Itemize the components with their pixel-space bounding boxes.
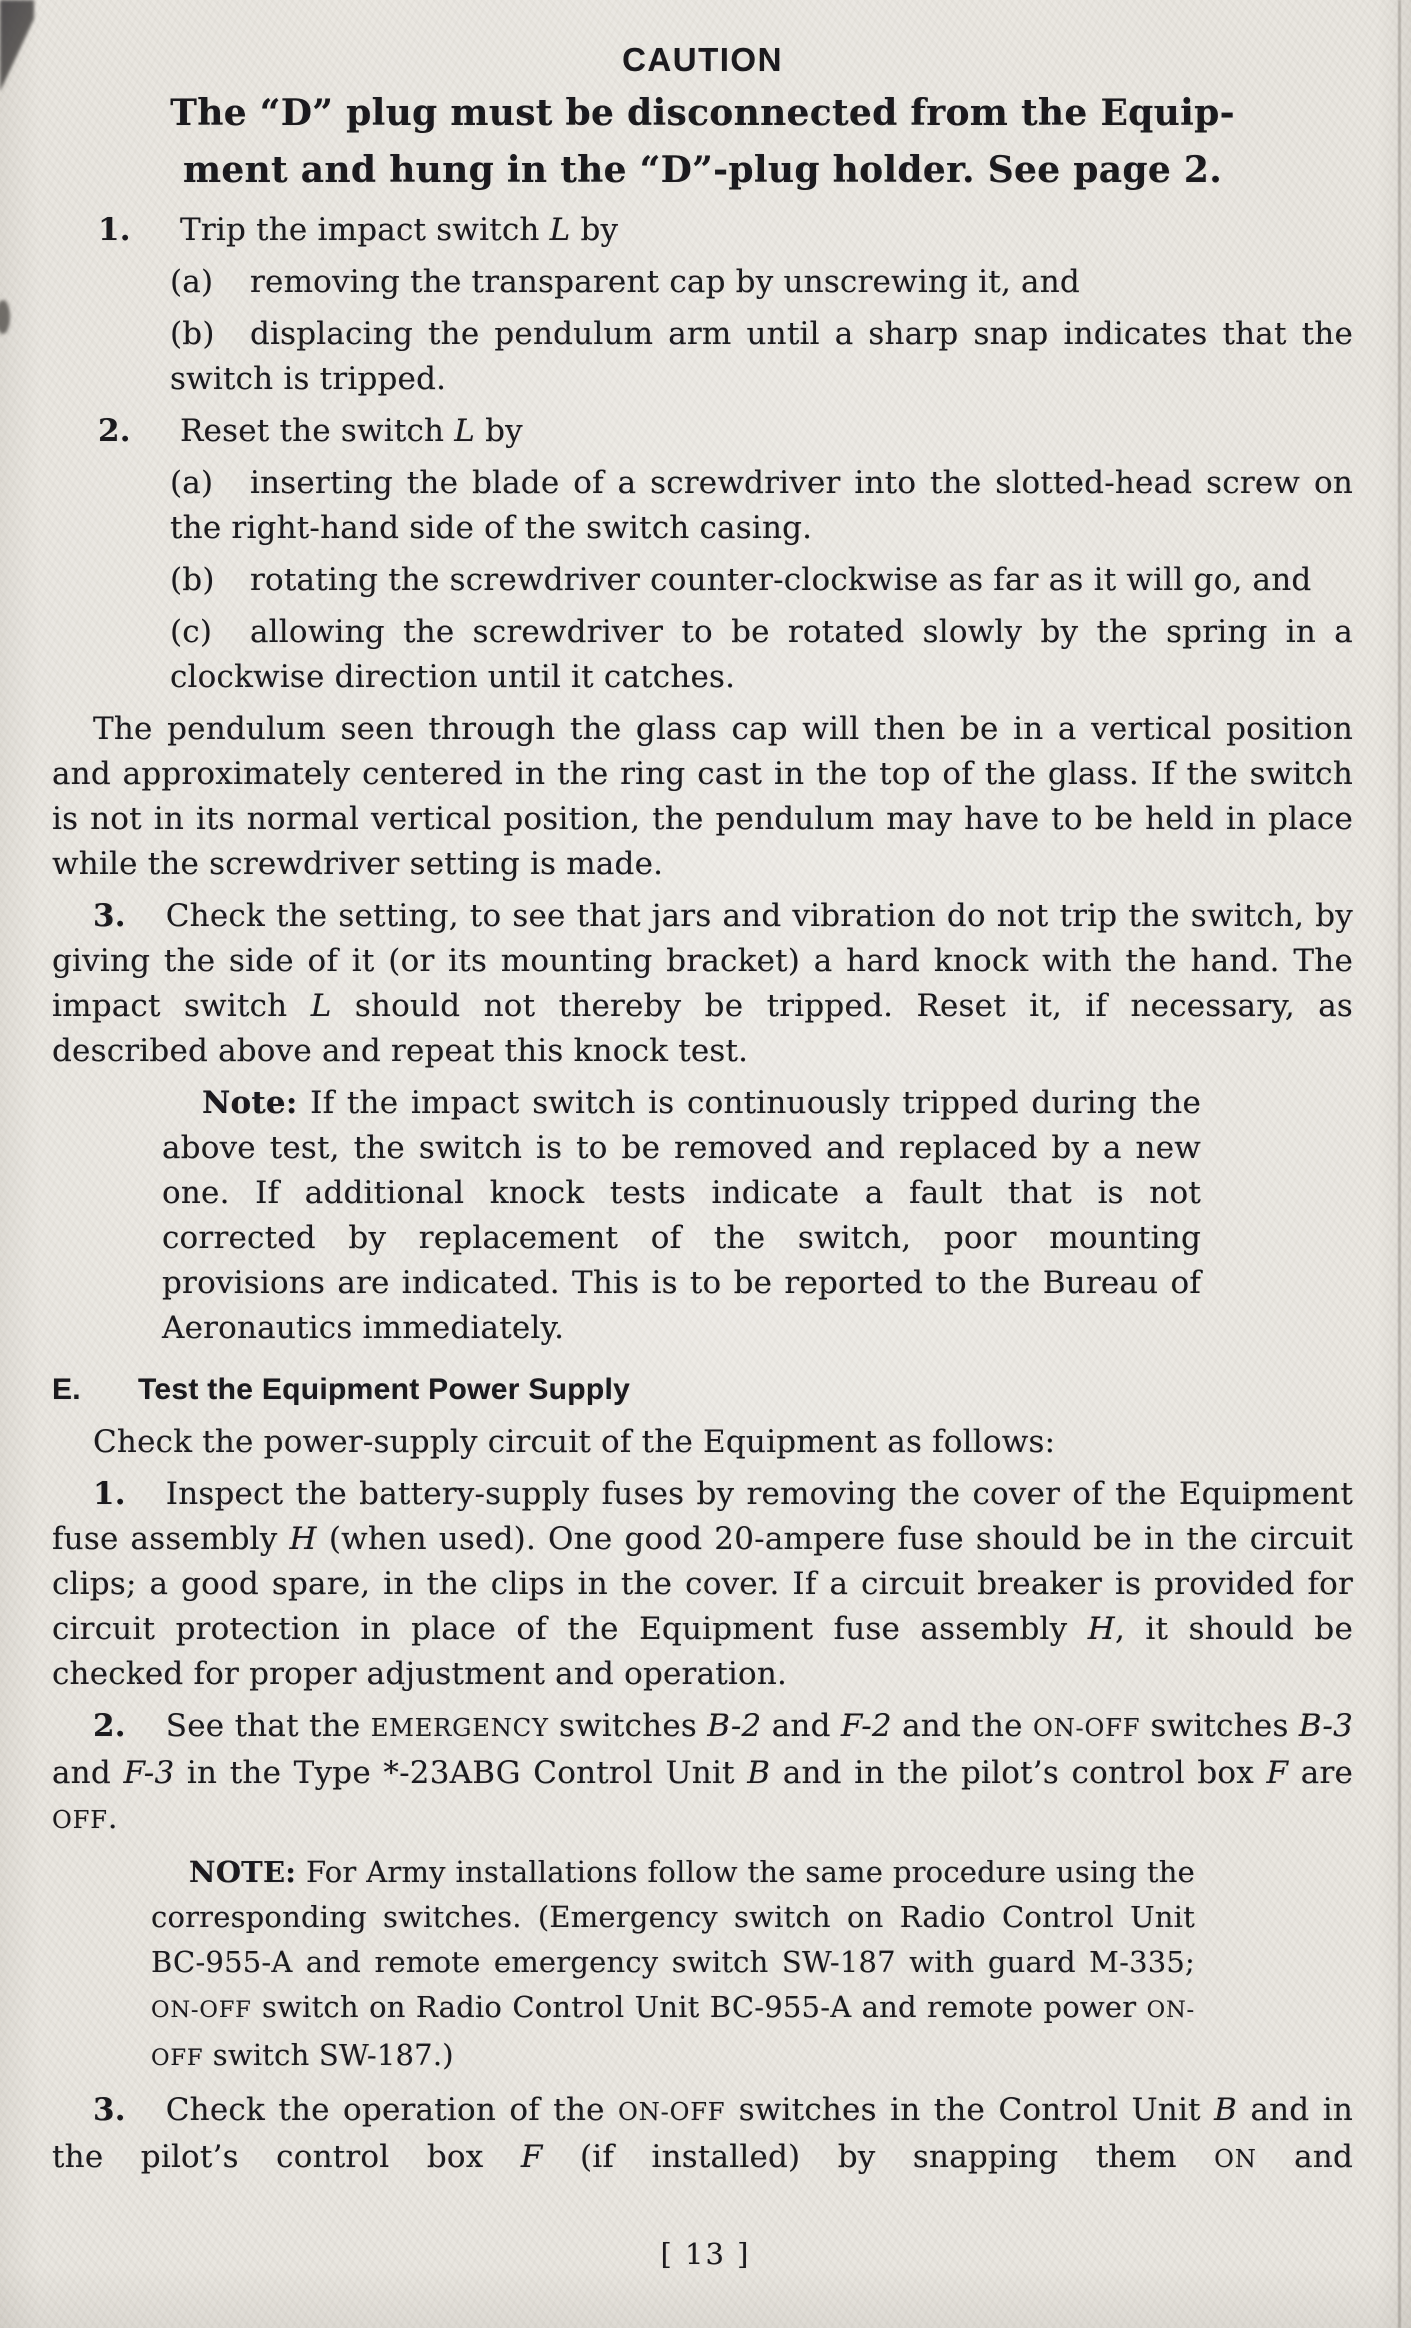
small-caps-term: ON-OFF bbox=[1032, 1714, 1141, 1742]
text-run: Check the power-supply circuit of the Equipment as follows: bbox=[93, 1424, 1056, 1460]
small-caps-term: EMERGENCY bbox=[370, 1714, 549, 1742]
caution-paragraph bbox=[122, 85, 1283, 199]
list-item-2 bbox=[98, 409, 1353, 454]
equipment-letter: B bbox=[747, 1755, 771, 1791]
item-number: 1. bbox=[93, 1476, 126, 1512]
item-number: (b) bbox=[170, 562, 215, 598]
item-number: (a) bbox=[170, 264, 214, 300]
text-run: Check the operation of the bbox=[165, 2092, 619, 2128]
text-run: For Army installations follow the same procedure using the corresponding switches. (Emergency switch on Radio Control Unit BC-955-A and remote emergency switch SW-187 with guard M-335; bbox=[151, 1855, 1195, 1979]
text-run: and bbox=[761, 1708, 841, 1744]
text-run: in the Type *-23ABG Control Unit bbox=[174, 1755, 748, 1791]
text-run: by bbox=[570, 212, 619, 248]
text-run: displacing the pendulum arm until a sharp snap indicates that the switch is tripped. bbox=[170, 316, 1353, 397]
text-run: switches bbox=[548, 1708, 708, 1744]
equipment-letter: F bbox=[520, 2139, 543, 2175]
power-list-item-3 bbox=[52, 2088, 1353, 2182]
text-run: and in the pilot’s control box bbox=[52, 2092, 1353, 2175]
small-caps-term: ON-OFF bbox=[618, 2098, 726, 2126]
text-run: inserting the blade of a screwdriver into the slotted-head screw on the right-hand side of the switch casing. bbox=[170, 465, 1353, 546]
equipment-letter: L bbox=[454, 413, 476, 449]
text-run: If the impact switch is continuously tripped during the above test, the switch is to be removed and replaced by a new one. If additional knock tests indicate a fault that is not corrected by replacement of the switch, poor mounting provisions are indicated. This is to be reported to the Bureau of Aeronautics immediately. bbox=[162, 1085, 1201, 1346]
text-run: , it should be checked for proper adjustment and operation. bbox=[52, 1611, 1354, 1692]
text-run: are bbox=[1288, 1755, 1354, 1791]
equipment-letter: B bbox=[1214, 2092, 1238, 2128]
text-run: allowing the screwdriver to be rotated slowly by the spring in a clockwise direction until it catches. bbox=[170, 614, 1353, 695]
text-run: Test the Equipment Power Supply bbox=[138, 1373, 631, 1406]
text-run: The “D” plug must be disconnected from the Equip- bbox=[170, 92, 1235, 134]
text-run: See that the bbox=[165, 1708, 371, 1744]
equipment-letter: L bbox=[310, 988, 332, 1024]
text-run: and bbox=[1256, 2139, 1353, 2175]
list-item-1 bbox=[98, 208, 1353, 253]
item-number: 3. bbox=[93, 2092, 126, 2128]
power-list-item-2 bbox=[52, 1704, 1353, 1843]
text-run: by bbox=[475, 413, 523, 449]
text-run: . bbox=[107, 1800, 118, 1836]
page-number: [ 13 ] bbox=[660, 2237, 751, 2271]
text-run: and the bbox=[891, 1708, 1033, 1744]
text-run: should not thereby be tripped. Reset it, if necessary, as described above and repeat this knock test. bbox=[52, 988, 1354, 1069]
item-number: 2. bbox=[93, 1708, 126, 1744]
text-run: switch SW-187.) bbox=[203, 2038, 454, 2072]
text-run: Check the setting, to see that jars and vibration do not trip the switch, by giving the side of it (or its mounting bracket) a hard knock with the hand. The impact switch bbox=[52, 898, 1353, 1024]
text-run: and bbox=[52, 1755, 124, 1791]
item-number: 3. bbox=[93, 898, 126, 934]
sub-item-1b bbox=[170, 312, 1353, 402]
caution-heading bbox=[52, 38, 1353, 82]
equipment-letter: L bbox=[549, 212, 571, 248]
section-heading-e bbox=[52, 1367, 1353, 1412]
item-number: 2. bbox=[98, 413, 131, 449]
text-run: ment and hung in the “D”-plug holder. See page 2. bbox=[182, 149, 1223, 191]
sub-item-2a bbox=[170, 461, 1353, 551]
equipment-letter: H bbox=[1087, 1611, 1115, 1647]
small-caps-term: ON-OFF bbox=[151, 1997, 252, 2023]
text-run: rotating the screwdriver counter-clockwise as far as it will go, and bbox=[250, 562, 1312, 598]
army-note-paragraph bbox=[151, 1850, 1195, 2081]
text-run: and in the pilot’s control box bbox=[770, 1755, 1267, 1791]
scan-corner-mark bbox=[0, 0, 34, 92]
note-label: NOTE: bbox=[189, 1855, 297, 1889]
item-number: (a) bbox=[170, 465, 214, 501]
item-number: (b) bbox=[170, 316, 215, 352]
equipment-letter: H bbox=[289, 1521, 317, 1557]
sub-item-2c bbox=[170, 610, 1353, 700]
equipment-letter: F bbox=[1266, 1755, 1289, 1791]
small-caps-term: ON-OFF bbox=[151, 1997, 1195, 2071]
pendulum-paragraph bbox=[52, 707, 1353, 887]
equipment-letter: F-3 bbox=[123, 1755, 175, 1791]
item-number: 1. bbox=[98, 212, 131, 248]
text-run: The pendulum seen through the glass cap will then be in a vertical position and approximately centered in the ring cast in the top of the glass. If the switch is not in its normal vertical position, the pendulum may have to be held in place while the screwdriver setting is made. bbox=[52, 711, 1353, 882]
text-run: (if installed) by snapping them bbox=[542, 2139, 1215, 2175]
small-caps-term: ON bbox=[1214, 2145, 1257, 2173]
list-item-3 bbox=[52, 894, 1353, 1074]
small-caps-term: OFF bbox=[52, 1806, 108, 1834]
scan-edge-line bbox=[1398, 0, 1401, 2328]
power-list-item-1 bbox=[52, 1472, 1353, 1697]
equipment-letter: B-3 bbox=[1298, 1708, 1353, 1744]
sub-item-1a bbox=[170, 260, 1353, 305]
text-run: switches in the Control Unit bbox=[725, 2092, 1215, 2128]
text-run: Inspect the battery-supply fuses by removing the cover of the Equipment fuse assembly bbox=[52, 1476, 1353, 1557]
item-number: E. bbox=[52, 1373, 81, 1406]
text-run: (when used). One good 20-ampere fuse should be in the circuit clips; a good spare, in the clips in the cover. If a circuit breaker is provided for circuit protection in place of the Equipment fuse assembly bbox=[52, 1521, 1353, 1647]
text-run: removing the transparent cap by unscrewing it, and bbox=[250, 264, 1080, 300]
text-run: Reset the switch bbox=[180, 413, 455, 449]
note-paragraph bbox=[162, 1081, 1201, 1351]
text-run: switch on Radio Control Unit BC-955-A and remote power bbox=[251, 1990, 1147, 2024]
sub-item-2b bbox=[170, 558, 1353, 603]
equipment-letter: B-2 bbox=[707, 1708, 762, 1744]
power-supply-intro bbox=[52, 1420, 1353, 1465]
equipment-letter: F-2 bbox=[840, 1708, 892, 1744]
item-number: (c) bbox=[170, 614, 213, 650]
text-run: CAUTION bbox=[622, 41, 783, 78]
note-label: Note: bbox=[202, 1085, 298, 1121]
text-run: Trip the impact switch bbox=[180, 212, 550, 248]
text-run: switches bbox=[1140, 1708, 1299, 1744]
